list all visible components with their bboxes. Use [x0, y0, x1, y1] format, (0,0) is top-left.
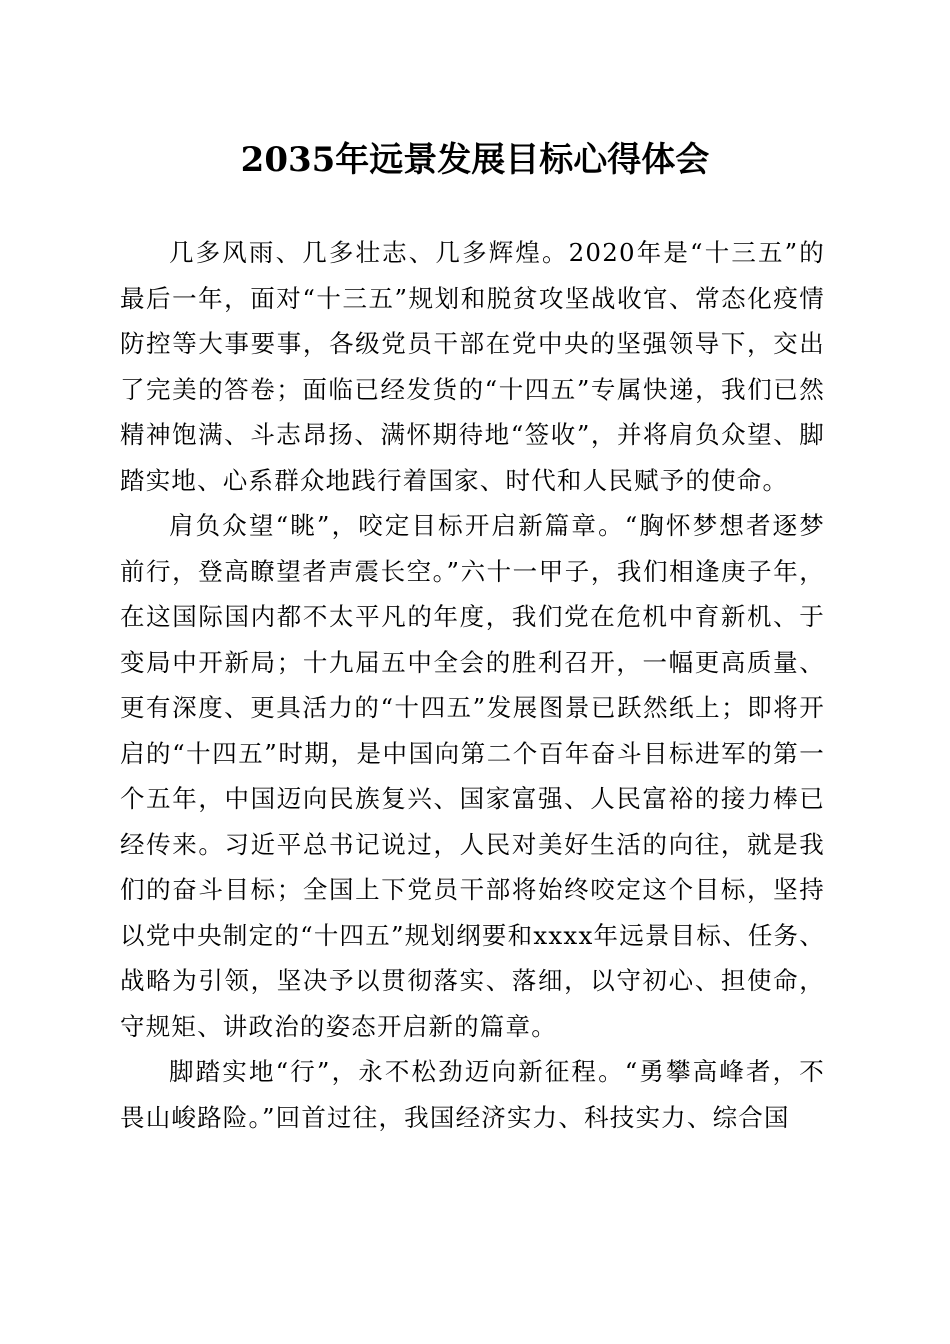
document-body	[120, 230, 825, 1140]
paragraph-intro: 几多风雨、几多壮志、几多辉煌。2020年是“十三五”的最后一年，面对“十三五”规划和脱贫攻坚战收官、常态化疫情防控等大事要事，各级党员干部在党中央的坚强领导下，交出了完美的答卷；面临已经发货的“十四五”专属快递，我们已然精神饱满、斗志昂扬、满怀期待地“签收”，并将肩负众望、脚踏实地、心系群众地践行着国家、时代和人民赋予的使命。	[120, 238, 825, 495]
paragraph-journey: 脚踏实地“行”，永不松劲迈向新征程。“勇攀高峰者，不畏山峻路险。”回首过往，我国经济实力、科技实力、综合国	[120, 1057, 825, 1132]
paragraph-goal: 肩负众望“眺”，咬定目标开启新篇章。“胸怀梦想者逐梦前行，登高瞭望者声震长空。”六十一甲子，我们相逢庚子年，在这国际国内都不太平凡的年度，我们党在危机中育新机、于变局中开新局；十九届五中全会的胜利召开，一幅更高质量、更有深度、更具活力的“十四五”发展图景已跃然纸上；即将开启的“十四五”时期，是中国向第二个百年奋斗目标进军的第一个五年，中国迈向民族复兴、国家富强、人民富裕的接力棒已经传来。习近平总书记说过，人民对美好生活的向往，就是我们的奋斗目标；全国上下党员干部将始终咬定这个目标，坚持以党中央制定的“十四五”规划纲要和xxxx年远景目标、任务、战略为引领，坚决予以贯彻落实、落细，以守初心、担使命，守规矩、讲政治的姿态开启新的篇章。	[120, 511, 825, 1041]
document-title: 2035年远景发展目标心得体会	[240, 140, 710, 180]
